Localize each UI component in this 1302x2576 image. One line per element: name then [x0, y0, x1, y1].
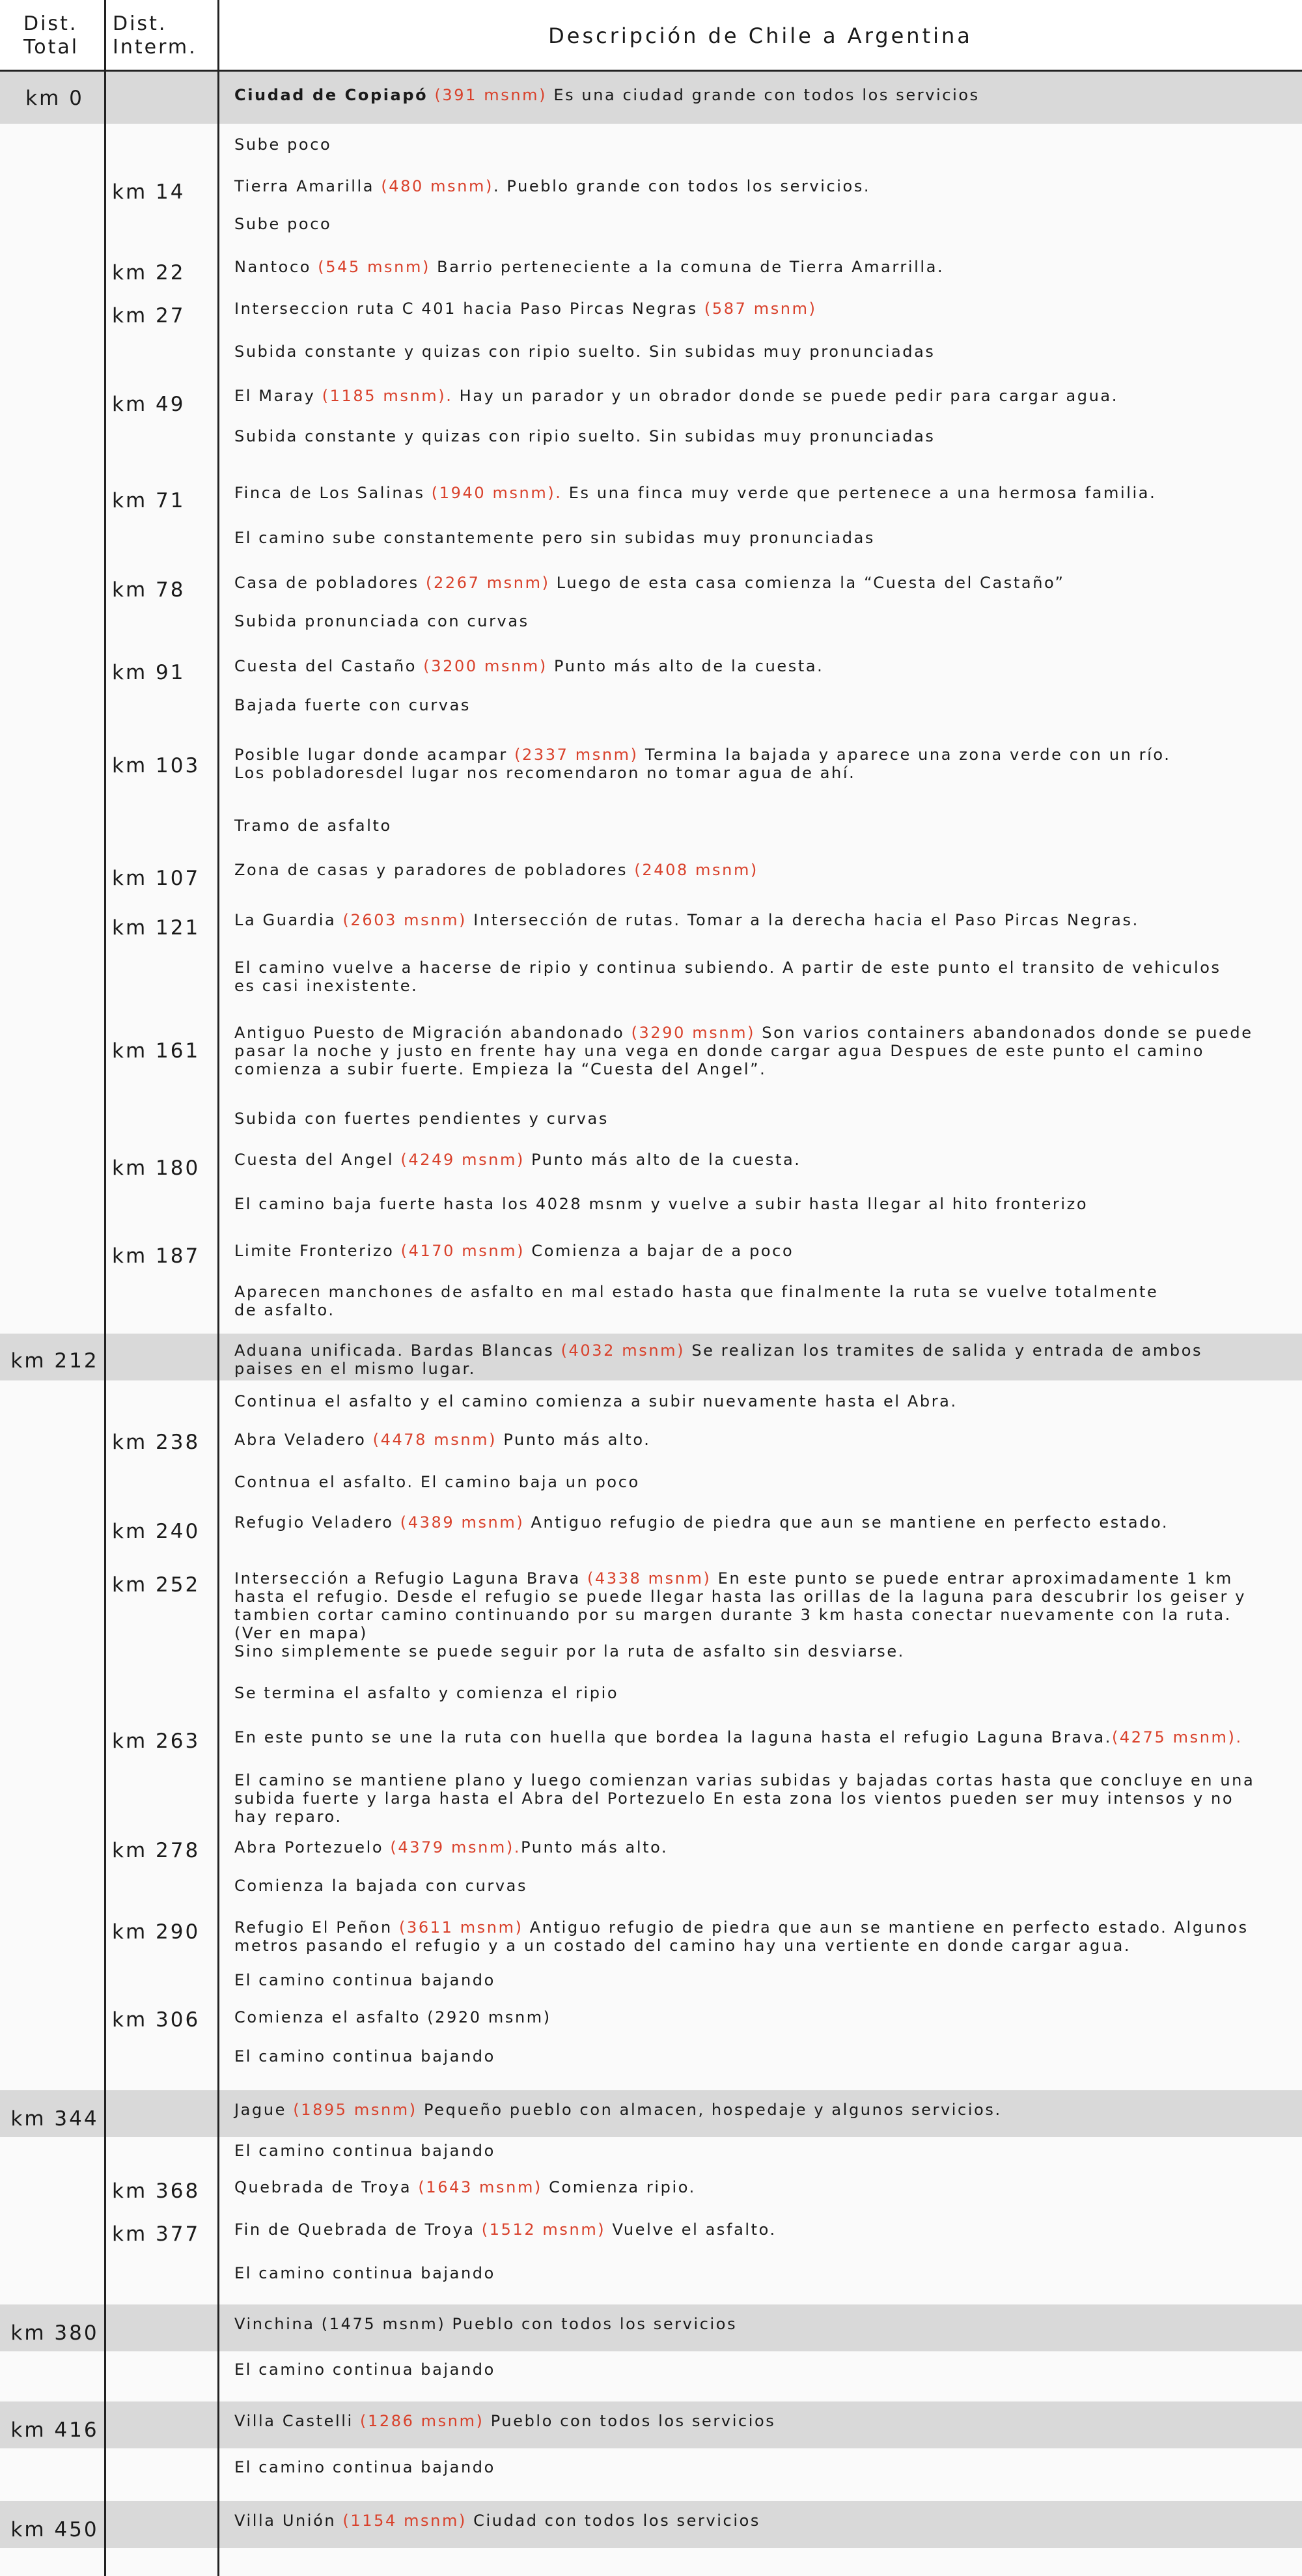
dist-interm-cell: km 238	[112, 1431, 201, 1454]
note-row	[0, 2135, 1302, 2165]
waypoint-row	[0, 2214, 1302, 2248]
description-cell	[234, 1195, 1282, 1213]
description-text: Intersección de rutas. Tomar a la derecha hacia el Paso Pircas Negras.	[467, 911, 1139, 929]
description-cell	[234, 2315, 1282, 2333]
description-cell	[234, 861, 1282, 879]
altitude-text: (1154 msnm)	[342, 2512, 467, 2530]
description-text: Comienza la bajada con curvas	[234, 1877, 528, 1895]
altitude-text: (1512 msnm)	[481, 2220, 606, 2239]
description-text: Se termina el asfalto y comienza el ripio	[234, 1684, 619, 1702]
description-text: Comienza ripio.	[542, 2178, 696, 2196]
waypoint-row	[0, 1233, 1302, 1269]
description-text: Villa Castelli	[234, 2412, 361, 2430]
note-row	[0, 1763, 1302, 1828]
description-text: Subida constante y quizas con ripio suelto. Sin subidas muy pronunciadas	[234, 427, 935, 445]
header-dist-total-line1: Dist.	[23, 12, 78, 35]
description-cell	[234, 1838, 1282, 1856]
description-text: Es una ciudad grande con todos los servicios	[547, 86, 980, 104]
description-cell	[234, 2458, 1282, 2476]
waypoint-row	[0, 902, 1302, 942]
dist-total-cell: km 450	[10, 2518, 99, 2541]
description-cell	[234, 2220, 1282, 2239]
description-text: El camino continua bajando	[234, 2264, 495, 2282]
waypoint-row	[0, 563, 1302, 601]
note-row	[0, 336, 1302, 369]
description-cell	[234, 657, 1282, 675]
dist-interm-cell: km 180	[112, 1156, 201, 1180]
description-text: Quebrada de Troya	[234, 2178, 419, 2196]
altitude-text: (4170 msnm)	[400, 1242, 525, 1260]
description-cell	[234, 1728, 1282, 1746]
altitude-text: (4379 msnm).	[390, 1838, 521, 1856]
altitude-text: (1940 msnm).	[431, 484, 562, 502]
dist-total-cell: km 344	[10, 2107, 99, 2131]
description-cell	[234, 215, 1282, 233]
description-text: Vinchina (1475 msnm) Pueblo con todos los servicios	[234, 2315, 738, 2333]
note-row	[0, 810, 1302, 843]
header-dist-total-line2: Total	[23, 36, 79, 59]
description-text: Contnua el asfalto. El camino baja un poco	[234, 1473, 640, 1491]
description-cell	[234, 1151, 1282, 1169]
description-cell	[234, 746, 1282, 782]
description-text: Cuesta del Castaño	[234, 657, 424, 675]
description-cell	[234, 427, 1282, 445]
description-text: El camino continua bajando	[234, 2047, 495, 2065]
description-text: Abra Portezuelo	[234, 1838, 391, 1856]
header-dist-interm	[113, 0, 197, 72]
description-cell	[234, 1971, 1282, 1989]
description-cell	[234, 1242, 1282, 1260]
header-title: Descripción de Chile a Argentina	[548, 23, 973, 48]
description-text: Subida pronunciada con curvas	[234, 612, 529, 630]
column-divider-1	[104, 0, 106, 2576]
description-text: Fin de Quebrada de Troya	[234, 2220, 482, 2239]
description-text: Pueblo con todos los servicios	[484, 2412, 776, 2430]
description-cell	[234, 135, 1282, 154]
description-text: Antiguo refugio de piedra que aun se mantiene en perfecto estado. Algunos metros pasando el refugio y a un costado del camino hay una vertiente en donde cargar agua.	[234, 1918, 1249, 1955]
altitude-text: (4389 msnm)	[400, 1513, 525, 1532]
description-cell	[234, 86, 1282, 104]
city-row	[0, 1334, 1302, 1380]
description-cell	[234, 2512, 1282, 2530]
description-text: El camino se mantiene plano y luego comienzan varias subidas y bajadas cortas hasta que concluye en una subida fuerte y larga hasta el Abra del Portezuelo En esta zona los vientos pueden ser muy intensos y no hay reparo.	[234, 1771, 1255, 1826]
description-cell	[234, 1684, 1282, 1702]
description-text: El camino continua bajando	[234, 2458, 495, 2476]
description-text: Ciudad con todos los servicios	[466, 2512, 760, 2530]
description-cell	[234, 2008, 1282, 2026]
description-text: Nantoco	[234, 258, 318, 276]
altitude-text: (1286 msnm)	[360, 2412, 484, 2430]
altitude-text: (1895 msnm)	[293, 2101, 417, 2119]
waypoint-row	[0, 376, 1302, 417]
dist-interm-cell: km 377	[112, 2222, 201, 2246]
description-cell	[234, 1918, 1282, 1955]
dist-interm-cell: km 71	[112, 489, 186, 512]
dist-total-cell: km 0	[25, 87, 84, 110]
header-dist-interm-line2: Interm.	[113, 36, 197, 59]
description-cell	[234, 2264, 1282, 2282]
altitude-text: (545 msnm)	[318, 258, 430, 276]
description-text: En este punto se une la ruta con huella que bordea la laguna hasta el refugio Laguna Brava.	[234, 1728, 1112, 1746]
altitude-text: (4275 msnm).	[1111, 1728, 1243, 1746]
dist-interm-cell: km 306	[112, 2008, 201, 2032]
note-row	[0, 522, 1302, 555]
description-text: Antiguo refugio de piedra que aun se mantiene en perfecto estado.	[524, 1513, 1169, 1532]
altitude-text: (3611 msnm)	[399, 1918, 523, 1937]
note-row	[0, 2258, 1302, 2288]
description-text: Comienza a bajar de a poco	[525, 1242, 794, 1260]
description-text: El camino continua bajando	[234, 1971, 495, 1989]
description-text: Intersección a Refugio Laguna Brava	[234, 1569, 588, 1588]
description-text: Punto más alto de la cuesta.	[524, 1151, 801, 1169]
dist-interm-cell: km 278	[112, 1839, 201, 1862]
altitude-text: (480 msnm)	[381, 177, 493, 195]
waypoint-row	[0, 1561, 1302, 1672]
city-row	[0, 72, 1302, 124]
note-row	[0, 1103, 1302, 1133]
description-text: Tramo de asfalto	[234, 817, 392, 835]
dist-total-cell: km 380	[10, 2321, 99, 2345]
dist-interm-cell: km 161	[112, 1039, 201, 1063]
description-cell	[234, 612, 1282, 630]
note-row	[0, 1276, 1302, 1330]
dist-interm-cell: km 78	[112, 578, 186, 602]
altitude-text: (587 msnm)	[704, 300, 817, 318]
description-cell	[234, 1771, 1282, 1826]
description-cell	[234, 911, 1282, 929]
note-row	[0, 2351, 1302, 2392]
description-text: El camino continua bajando	[234, 2142, 495, 2160]
description-cell	[234, 1341, 1282, 1378]
waypoint-row	[0, 1911, 1302, 1963]
city-row	[0, 2501, 1302, 2548]
waypoint-row	[0, 850, 1302, 893]
description-text: Cuesta del Angel	[234, 1151, 401, 1169]
dist-interm-cell: km 91	[112, 661, 186, 684]
description-text: Subida constante y quizas con ripio suelto. Sin subidas muy pronunciadas	[234, 343, 935, 361]
description-text: Refugio El Peñon	[234, 1918, 400, 1937]
description-cell	[234, 959, 1282, 995]
description-text: Son varios containers abandonados donde se puede pasar la noche y justo en frente hay una vega en donde cargar agua Despues de este punto el camino comienza a subir fuerte. Empieza la “Cuesta del Angel”.	[234, 1024, 1253, 1078]
note-row	[0, 1870, 1302, 1901]
waypoint-row	[0, 1140, 1302, 1183]
city-row	[0, 2304, 1302, 2351]
description-cell	[234, 574, 1282, 592]
waypoint-row	[0, 733, 1302, 799]
description-text: Antiguo Puesto de Migración abandonado	[234, 1024, 631, 1042]
description-cell	[234, 696, 1282, 714]
note-row	[0, 421, 1302, 453]
city-row	[0, 2401, 1302, 2448]
dist-interm-cell: km 103	[112, 754, 201, 777]
description-cell	[234, 1283, 1282, 1319]
note-row	[0, 129, 1302, 161]
altitude-text: (3290 msnm)	[631, 1024, 756, 1042]
description-cell	[234, 1431, 1282, 1449]
description-text: Limite Fronterizo	[234, 1242, 401, 1260]
dist-interm-cell: km 368	[112, 2179, 201, 2203]
dist-interm-cell: km 14	[112, 180, 186, 204]
description-cell	[234, 343, 1282, 361]
note-row	[0, 690, 1302, 722]
description-text: Comienza el asfalto (2920 msnm)	[234, 2008, 551, 2026]
waypoint-row	[0, 249, 1302, 285]
dist-total-cell: km 212	[10, 1349, 99, 1373]
waypoint-row	[0, 1829, 1302, 1867]
description-text: Interseccion ruta C 401 hacia Paso Pircas Negras	[234, 300, 704, 318]
waypoint-row	[0, 168, 1302, 204]
altitude-text: (2337 msnm)	[514, 746, 639, 764]
description-text: Punto más alto.	[521, 1838, 669, 1856]
dist-interm-cell: km 290	[112, 1920, 201, 1944]
note-row	[0, 1188, 1302, 1221]
description-cell	[234, 177, 1282, 195]
dist-total-cell: km 416	[10, 2418, 99, 2442]
dist-interm-cell: km 107	[112, 867, 201, 890]
note-row	[0, 951, 1302, 1003]
description-text: Barrio perteneciente a la comuna de Tierra Amarrilla.	[430, 258, 945, 276]
waypoint-row	[0, 1504, 1302, 1550]
dist-interm-cell: km 27	[112, 304, 186, 328]
note-row	[0, 2449, 1302, 2489]
altitude-text: (2603 msnm)	[342, 911, 467, 929]
dist-interm-cell: km 22	[112, 261, 186, 285]
description-text: En este punto se puede entrar aproximadamente 1 km hasta el refugio. Desde el refugio se puede llegar hasta las orillas de la laguna para descubrir los geiser y tambien cortar camino continuando por su margen durante 3 km hasta conectar nuevamente con la ruta. (Ver en mapa) Sino simplemente se puede seguir por la ruta de asfalto sin desviarse.	[234, 1569, 1247, 1660]
description-text: Se realizan los tramites de salida y entrada de ambos paises en el mismo lugar.	[234, 1341, 1203, 1378]
description-cell	[234, 1392, 1282, 1410]
description-text: Punto más alto de la cuesta.	[547, 657, 824, 675]
description-cell	[234, 2101, 1282, 2119]
altitude-text: (2408 msnm)	[634, 861, 758, 879]
table-header	[0, 0, 1302, 72]
altitude-text: (391 msnm)	[434, 86, 547, 104]
description-cell	[234, 1110, 1282, 1128]
dist-interm-cell: km 187	[112, 1244, 201, 1268]
description-text: Sube poco	[234, 135, 332, 154]
waypoint-row	[0, 2000, 1302, 2033]
altitude-text: (1643 msnm)	[418, 2178, 542, 2196]
description-cell	[234, 1513, 1282, 1532]
description-cell	[234, 1473, 1282, 1491]
altitude-text: (2267 msnm)	[426, 574, 550, 592]
note-row	[0, 1383, 1302, 1420]
note-row	[0, 208, 1302, 241]
description-text: Posible lugar donde acampar	[234, 746, 515, 764]
description-text: Punto más alto.	[497, 1431, 651, 1449]
description-text: Refugio Veladero	[234, 1513, 400, 1532]
description-text: El Maray	[234, 387, 322, 405]
description-cell	[234, 258, 1282, 276]
description-cell	[234, 2412, 1282, 2430]
description-text: Luego de esta casa comienza la “Cuesta del Castaño”	[549, 574, 1065, 592]
description-text: Villa Unión	[234, 2512, 343, 2530]
description-text: El camino vuelve a hacerse de ripio y continua subiendo. A partir de este punto el transito de vehiculos es casi inexistente.	[234, 959, 1221, 995]
dist-interm-cell: km 240	[112, 1520, 201, 1543]
description-text: Hay un parador y un obrador donde se puede pedir para cargar agua.	[452, 387, 1118, 405]
description-text: Casa de pobladores	[234, 574, 426, 592]
description-cell	[234, 1024, 1282, 1078]
description-text: El camino baja fuerte hasta los 4028 msnm y vuelve a subir hasta llegar al hito fronterizo	[234, 1195, 1088, 1213]
description-text: La Guardia	[234, 911, 343, 929]
header-dist-total	[23, 0, 79, 72]
description-text: Termina la bajada y aparece una zona verde con un río. Los pobladoresdel lugar nos recomendaron no tomar agua de ahí.	[234, 746, 1171, 782]
description-cell	[234, 387, 1282, 405]
description-text: Sube poco	[234, 215, 332, 233]
description-text: Finca de Los Salinas	[234, 484, 432, 502]
description-cell	[234, 2360, 1282, 2379]
column-divider-2	[217, 0, 219, 2576]
description-text: Aduana unificada. Bardas Blancas	[234, 1341, 561, 1360]
description-text: Pequeño pueblo con almacen, hospedaje y algunos servicios.	[417, 2101, 1002, 2119]
description-cell	[234, 484, 1282, 502]
note-row	[0, 1965, 1302, 1995]
description-cell	[234, 1877, 1282, 1895]
description-text: Abra Veladero	[234, 1431, 373, 1449]
description-text: Jague	[234, 2101, 294, 2119]
altitude-text: (4478 msnm)	[372, 1431, 497, 1449]
description-text: Bajada fuerte con curvas	[234, 696, 471, 714]
altitude-text: (3200 msnm)	[423, 657, 547, 675]
waypoint-row	[0, 290, 1302, 328]
description-cell	[234, 529, 1282, 547]
dist-interm-cell: km 49	[112, 393, 186, 416]
description-cell	[234, 300, 1282, 318]
note-row	[0, 2041, 1302, 2071]
description-text: El camino continua bajando	[234, 2360, 495, 2379]
description-text: El camino sube constantemente pero sin subidas muy pronunciadas	[234, 529, 876, 547]
altitude-text: (4249 msnm)	[400, 1151, 525, 1169]
altitude-text: (4338 msnm)	[587, 1569, 712, 1588]
city-row	[0, 2090, 1302, 2137]
description-text: Continua el asfalto y el camino comienza a subir nuevamente hasta el Abra.	[234, 1392, 958, 1410]
header-dist-interm-line1: Dist.	[113, 12, 167, 35]
note-row	[0, 606, 1302, 638]
description-text: Subida con fuertes pendientes y curvas	[234, 1110, 609, 1128]
altitude-text: (4032 msnm)	[561, 1341, 686, 1360]
description-text: Es una finca muy verde que pertenece a una hermosa familia.	[562, 484, 1157, 502]
waypoint-row	[0, 1424, 1302, 1457]
waypoint-row	[0, 2170, 1302, 2205]
dist-interm-cell: km 263	[112, 1729, 201, 1753]
place-name: Ciudad de Copiapó	[234, 86, 428, 104]
description-cell	[234, 817, 1282, 835]
description-text: Vuelve el asfalto.	[605, 2220, 777, 2239]
waypoint-row	[0, 1720, 1302, 1756]
description-text: Zona de casas y paradores de pobladores	[234, 861, 635, 879]
dist-interm-cell: km 252	[112, 1573, 201, 1597]
altitude-text: (1185 msnm).	[322, 387, 453, 405]
description-text: Aparecen manchones de asfalto en mal estado hasta que finalmente la ruta se vuelve totalmente de asfalto.	[234, 1283, 1159, 1319]
description-cell	[234, 1569, 1282, 1660]
note-row	[0, 1677, 1302, 1706]
description-text: Tierra Amarilla	[234, 177, 381, 195]
note-row	[0, 1464, 1302, 1500]
waypoint-row	[0, 463, 1302, 519]
waypoint-row	[0, 648, 1302, 684]
waypoint-row	[0, 1016, 1302, 1089]
description-cell	[234, 2142, 1282, 2160]
dist-interm-cell: km 121	[112, 916, 201, 940]
description-cell	[234, 2178, 1282, 2196]
description-cell	[234, 2047, 1282, 2065]
description-text: . Pueblo grande con todos los servicios.	[493, 177, 871, 195]
